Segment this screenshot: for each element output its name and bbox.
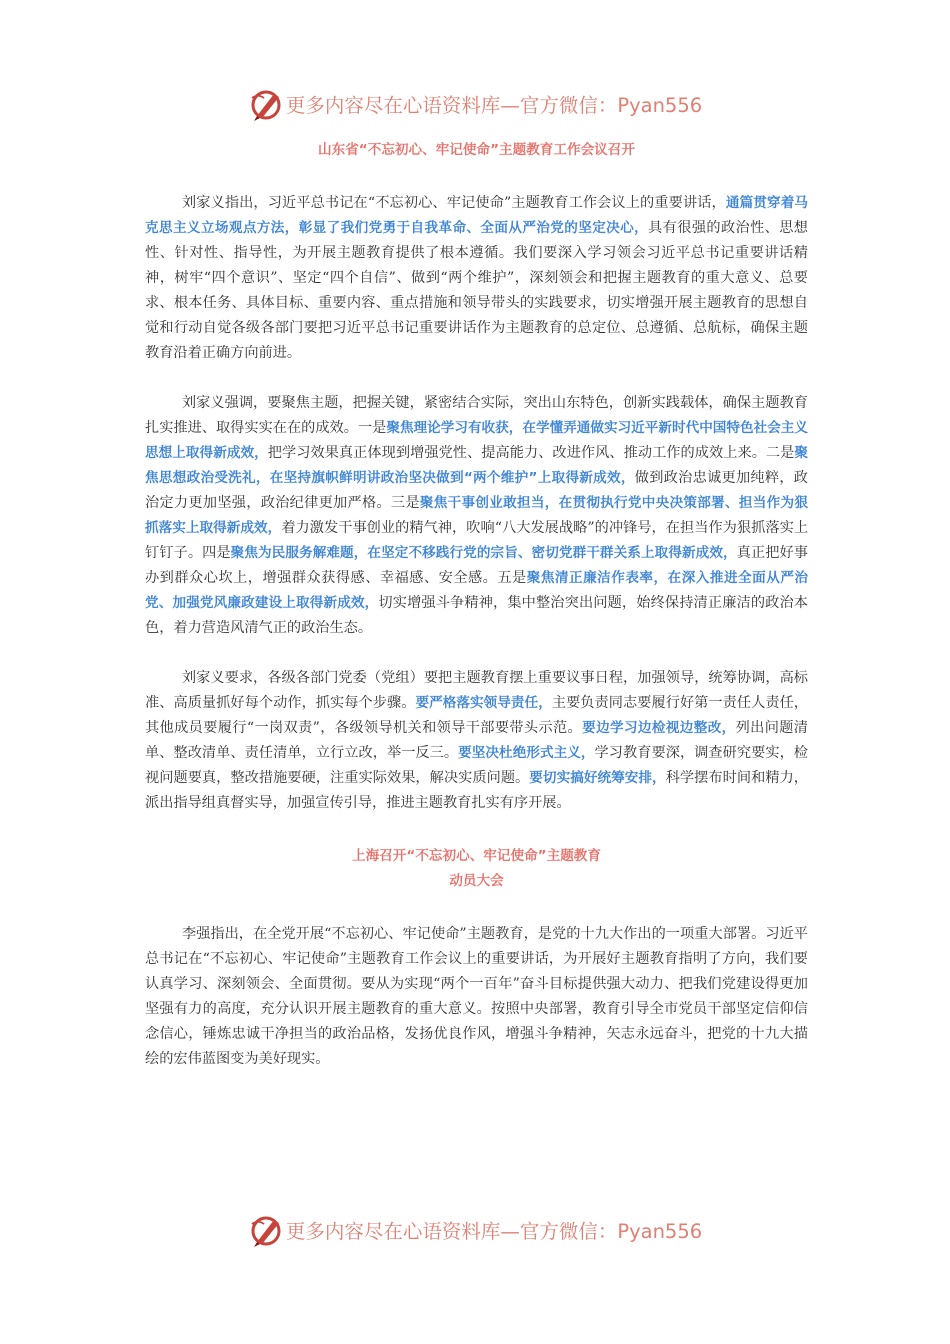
section-title-line: 上海召开“不忘初心、牢记使命”主题教育 <box>352 848 601 864</box>
section-title-line: 动员大会 <box>449 873 504 889</box>
highlight-run: 要严格落实领导责任， <box>415 695 552 711</box>
text-run: 刘家义要求，各级各部门党委（党组）要把主题教育摆上重要议事日程，加强领导，统筹协调，高标准、高质量抓好每个动作，抓实每个步骤。 <box>145 670 808 711</box>
paragraph-shandong-3 <box>145 666 808 816</box>
highlight-run: 要坚决杜绝形式主义， <box>458 745 595 761</box>
header-banner-inner <box>248 86 702 122</box>
section-title-line: 山东省“不忘初心、牢记使命”主题教育工作会议召开 <box>318 142 635 158</box>
text-run: 学习教育要深，调查研究要实，检视问题要真，整改措施要硬，注重实际效果，解决实质问题。 <box>145 745 808 786</box>
text-run: 刘家义强调，要聚焦主题，把握关键，紧密结合实际，突出山东特色，创新实践载体，确保主题教育扎实推进、取得实实在在的成效。一是 <box>145 395 808 436</box>
footer-banner-inner <box>248 1212 702 1248</box>
text-run: 把学习效果真正体现到增强党性、提高能力、改进作风、推动工作的成效上来。二是 <box>267 445 795 461</box>
text-run: 做到政治忠诚更加纯粹，政治定力更加坚强，政治纪律更加严格。三是 <box>145 470 808 511</box>
banner-text: 更多内容尽在心语资料库—官方微信：Pyan556 <box>285 94 703 117</box>
paragraph-shanghai-1 <box>145 922 808 1072</box>
paragraph-shandong-2 <box>145 391 808 641</box>
section-title-shandong <box>145 138 808 163</box>
highlight-run: 聚焦理论学习有收获，在学懂弄通做实习近平新时代中国特色社会主义思想上取得新成效， <box>145 420 808 461</box>
text-run: 列出问题清单、整改清单、责任清单，立行立改，举一反三。 <box>145 720 808 761</box>
highlight-run: 要切实搞好统筹安排， <box>529 770 666 786</box>
text-run: 李强指出，在全党开展“不忘初心、牢记使命”主题教育，是党的十九大作出的一项重大部署。习近平总书记在“不忘初心、牢记使命”主题教育工作会议上的重要讲话，为开展好主题教育指明了方向，我们要认真学习、深刻领会、全面贯彻。要从为实现“两个一百年”奋斗目标提供强大动力、把我们党建设得更加坚强有力的高度，充分认识开展主题教育的重大意义。按照中央部署，教育引导全市党员干部坚定信仰信念信心，锤炼忠诚干净担当的政治品格，发扬优良作风，增强斗争精神，矢志永远奋斗，把党的十九大描绘的宏伟蓝图变为美好现实。 <box>145 926 808 1067</box>
highlight-run: 聚焦为民服务解难题，在坚定不移践行党的宗旨、密切党群干群关系上取得新成效， <box>230 545 737 561</box>
paragraph-shandong-1 <box>145 191 808 366</box>
text-run: 具有很强的政治性、思想性、针对性、指导性，为开展主题教育提供了根本遵循。我们要深入学习领会习近平总书记重要讲话精神，树牢“四个意识”、坚定“四个自信”、做到“两个维护”，深刻领会和把握主题教育的重大意义、总要求、根本任务、具体目标、重要内容、重点措施和领导带头的实践要求，切实增强开展主题教育的思想自觉和行动自觉各级各部门要把习近平总书记重要讲话作为主题教育的总定位、总遵循、总航标，确保主题教育沿着正确方向前进。 <box>145 220 808 361</box>
pen-logo-icon <box>248 86 284 122</box>
banner-text: 更多内容尽在心语资料库—官方微信：Pyan556 <box>285 1220 703 1243</box>
footer-banner <box>0 1210 950 1250</box>
pen-logo-icon <box>248 1212 284 1248</box>
text-run: 切实增强斗争精神，集中整治突出问题，始终保持清正廉洁的政治本色，着力营造风清气正的政治生态。 <box>145 595 808 636</box>
highlight-run: 聚焦清正廉洁作表率，在深入推进全面从严治党、加强党风廉政建设上取得新成效， <box>145 570 808 611</box>
highlight-run: 聚焦思想政治受洗礼，在坚持旗帜鲜明讲政治坚决做到“两个维护”上取得新成效， <box>145 445 808 486</box>
text-run: 主要负责同志要履行好第一责任人责任，其他成员要履行“一岗双责”，各级领导机关和领导干部要带头示范。 <box>145 695 808 736</box>
text-run: 着力激发干事创业的精气神，吹响“八大发展战略”的冲锋号，在担当作为狠抓落实上钉钉子。四是 <box>145 520 809 561</box>
highlight-run: 聚焦干事创业敢担当，在贯彻执行党中央决策部署、担当作为狠抓落实上取得新成效， <box>145 495 808 536</box>
highlight-run: 通篇贯穿着马克思主义立场观点方法，彰显了我们党勇于自我革命、全面从严治党的坚定决心， <box>145 195 808 236</box>
highlight-run: 要边学习边检视边整改， <box>582 720 736 736</box>
text-run: 真正把好事办到群众心坎上，增强群众获得感、幸福感、安全感。五是 <box>145 545 808 586</box>
text-run: 科学摆布时间和精力，派出指导组真督实导，加强宣传引导，推进主题教育扎实有序开展。 <box>145 770 808 811</box>
section-title-shanghai <box>145 844 808 894</box>
header-banner <box>0 84 950 124</box>
article-content <box>145 138 808 1072</box>
text-run: 刘家义指出，习近平总书记在“不忘初心、牢记使命”主题教育工作会议上的重要讲话， <box>181 195 726 211</box>
